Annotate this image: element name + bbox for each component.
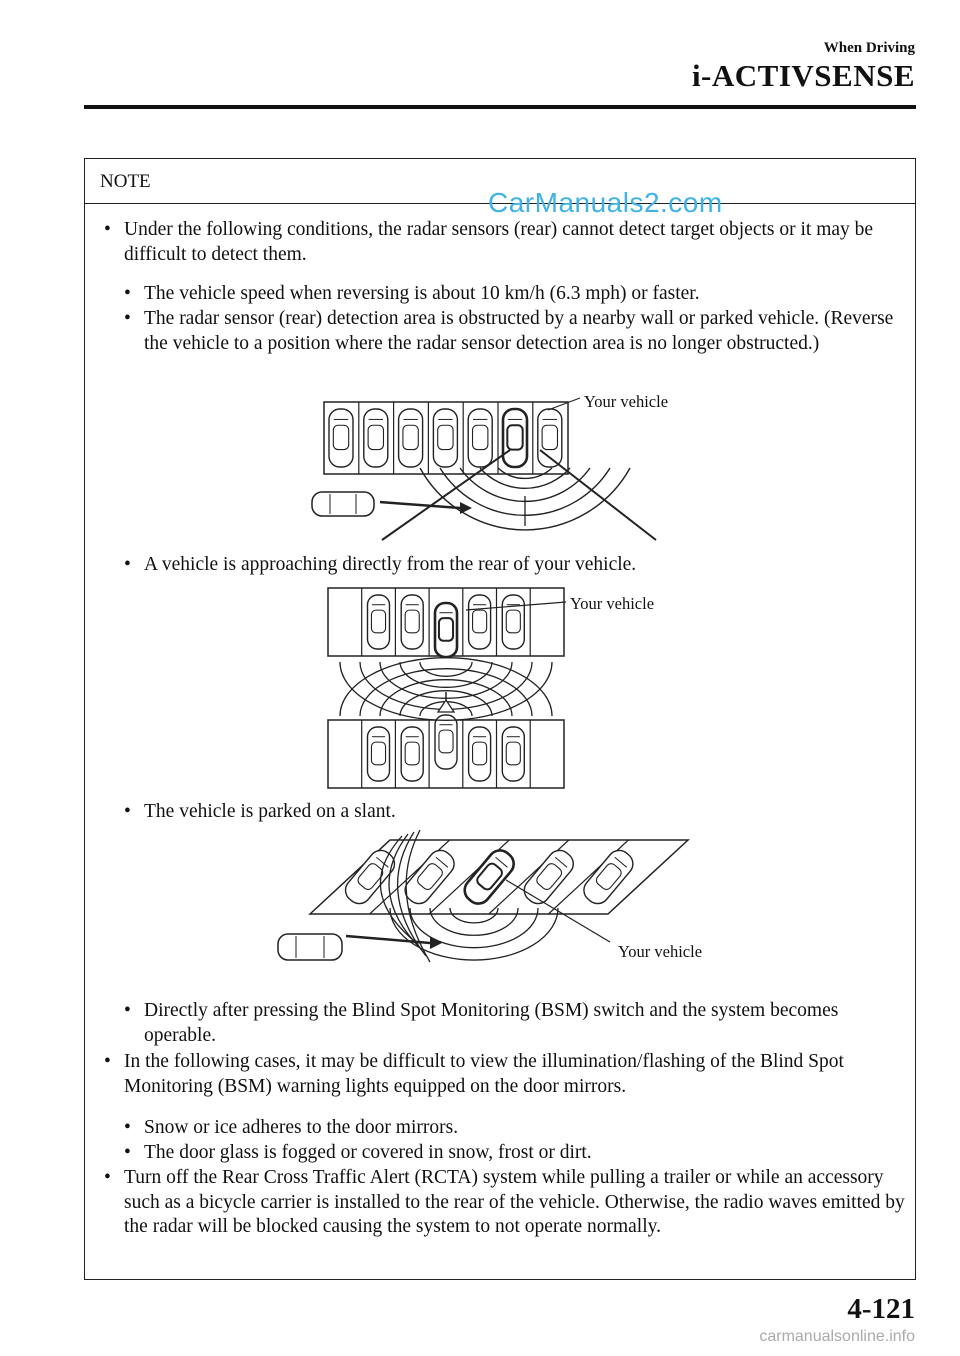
parked-car-icon [401,727,423,781]
diagram-obstructed-detection [300,388,720,548]
parked-car-icon [503,409,527,467]
parked-car-icon [469,727,491,781]
bullet-glyph: • [124,308,131,329]
sub-item-bsm-switch: Directly after pressing the Blind Spot Monitoring (BSM) switch and the system becomes operable. [144,1000,839,1046]
footer-source: carmanualsonline.info [759,1328,915,1345]
callout-your-vehicle: Your vehicle [584,392,669,411]
parked-car-icon [433,409,457,467]
sub-item-snow-ice: Snow or ice adheres to the door mirrors. [144,1117,459,1138]
chapter-title: i-ACTIVSENSE [691,58,915,93]
sub-item-fogged-glass: The door glass is fogged or covered in snow, frost or dirt. [144,1142,592,1163]
parked-car-icon [329,409,353,467]
parked-car-icon [502,727,524,781]
sub-item-slant-parking: The vehicle is parked on a slant. [144,801,396,822]
note-label: NOTE [100,171,151,192]
note-item-undetectable-conditions: Under the following conditions, the radar sensors (rear) cannot detect target objects or it may be difficult to detect them. [124,219,874,265]
parked-car-icon [502,595,524,649]
bullet-glyph: • [104,1167,111,1188]
parked-car-icon [468,409,492,467]
section-title: When Driving [823,40,915,56]
parked-car-icon [435,603,457,657]
parked-car-icon [368,595,390,649]
header-rule [84,105,916,109]
bullet-glyph: • [104,219,111,240]
bullet-glyph: • [124,554,131,575]
callout-your-vehicle: Your vehicle [618,942,703,961]
sub-item-reverse-speed: The vehicle speed when reversing is about 10 km/h (6.3 mph) or faster. [144,283,700,304]
parked-car-icon [368,727,390,781]
parked-car-icon [401,595,423,649]
sub-item-obstructed-area: The radar sensor (rear) detection area is obstructed by a nearby wall or parked vehicle. (Reverse the vehicle to a position where the radar sensor detection area is no longer obstructed.) [144,308,894,354]
bullet-glyph: • [124,283,131,304]
bullet-glyph: • [124,1000,131,1021]
parked-car-icon [399,409,423,467]
callout-your-vehicle: Your vehicle [570,594,655,613]
page-number: 4-121 [847,1293,915,1325]
parked-car-icon [469,595,491,649]
bullet-glyph: • [124,1142,131,1163]
diagram-slant-parking [270,830,710,990]
bullet-glyph: • [124,801,131,822]
approaching-car [312,492,374,516]
note-item-mirror-visibility: In the following cases, it may be difficult to view the illumination/flashing of the Blind Spot Monitoring (BSM) warning lights equipped on the door mirrors. [124,1051,844,1097]
parked-car-icon [364,409,388,467]
bullet-glyph: • [104,1051,111,1072]
watermark: CarManuals2.com [488,187,723,218]
sub-item-rear-approach: A vehicle is approaching directly from the rear of your vehicle. [144,554,637,575]
bullet-glyph: • [124,1117,131,1138]
approaching-car [278,934,342,960]
note-item-rcta-trailer: Turn off the Rear Cross Traffic Alert (RCTA) system while pulling a trailer or while an accessory such as a bicycle carrier is installed to the rear of the vehicle. Otherwise, the radio waves emitted by the radar will be blocked causing the system to not operate normally. [124,1167,905,1237]
parked-car-icon [435,715,457,769]
